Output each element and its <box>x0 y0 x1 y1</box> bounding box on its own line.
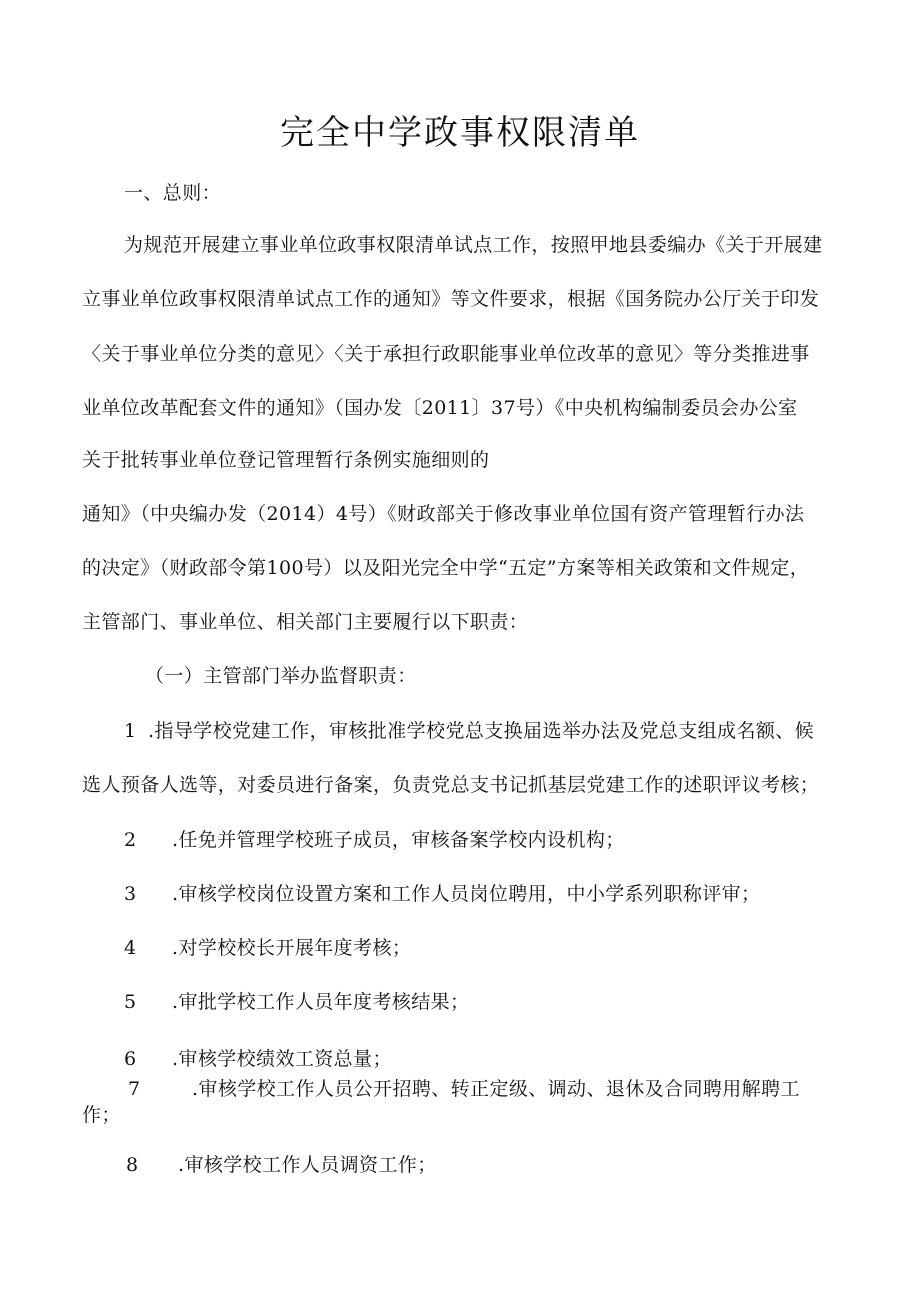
list-item <box>124 1047 392 1071</box>
item-text: .审批学校工作人员年度考核结果； <box>172 991 470 1013</box>
list-item <box>124 882 760 906</box>
intro-line: 〈关于事业单位分类的意见〉〈关于承担行政职能事业单位改革的意见〉等分类推进事 <box>82 343 810 365</box>
intro-line: 业单位改革配套文件的通知》（国办发〔2011〕37号）《中央机构编制委员会办公室 <box>82 397 798 419</box>
item-continuation: 选人预备人选等，对委员进行备案，负责党总支书记抓基层党建工作的述职评议考核； <box>82 774 820 796</box>
section-heading: 一、总则： <box>124 182 222 204</box>
item-number: 2 <box>124 829 137 851</box>
intro-line: 主管部门、事业单位、相关部门主要履行以下职责： <box>82 611 529 633</box>
item-text: .审核学校岗位设置方案和工作人员岗位聘用，中小学系列职称评审； <box>172 883 761 905</box>
list-item <box>124 719 814 743</box>
list-item <box>124 828 625 852</box>
item-text: .任免并管理学校班子成员，审核备案学校内设机构； <box>172 829 625 851</box>
item-number: 7 <box>128 1078 141 1100</box>
item-text: .指导学校党建工作，审核批准学校党总支换届选举办法及党总支组成名额、候 <box>148 720 815 742</box>
page-title: 完全中学政事权限清单 <box>280 113 640 153</box>
item-text: .审核学校工作人员公开招聘、转正定级、调动、退休及合同聘用解聘工 <box>192 1078 800 1100</box>
item-text: .审核学校工作人员调资工作； <box>178 1154 437 1176</box>
item-number: 3 <box>124 883 137 905</box>
item-text: .对学校校长开展年度考核； <box>172 937 412 959</box>
item-text: .审核学校绩效工资总量； <box>172 1048 392 1070</box>
intro-line: 为规范开展建立事业单位政事权限清单试点工作，按照甲地县委编办《关于开展建 <box>124 234 823 256</box>
list-item <box>124 1077 800 1101</box>
item-number: 8 <box>126 1154 139 1176</box>
item-number: 5 <box>124 991 137 1013</box>
list-item <box>124 1153 437 1177</box>
list-item <box>124 936 411 960</box>
item-number: 6 <box>124 1048 137 1070</box>
item-number: 1 <box>124 720 137 742</box>
intro-line: 关于批转事业单位登记管理暂行条例实施细则的 <box>82 449 490 471</box>
intro-line: 立事业单位政事权限清单试点工作的通知》等文件要求，根据《国务院办公厅关于印发 <box>82 288 820 310</box>
item-number: 4 <box>124 937 137 959</box>
sub-heading: （一）主管部门举办监督职责： <box>145 665 417 687</box>
item-continuation: 作； <box>82 1104 121 1126</box>
intro-line: 通知》（中央编办发（2014）4号）《财政部关于修改事业单位国有资产管理暂行办法 <box>82 503 805 525</box>
intro-line: 的决定》（财政部令第100号）以及阳光完全中学“五定”方案等相关政策和文件规定， <box>82 557 810 579</box>
list-item <box>124 990 469 1014</box>
